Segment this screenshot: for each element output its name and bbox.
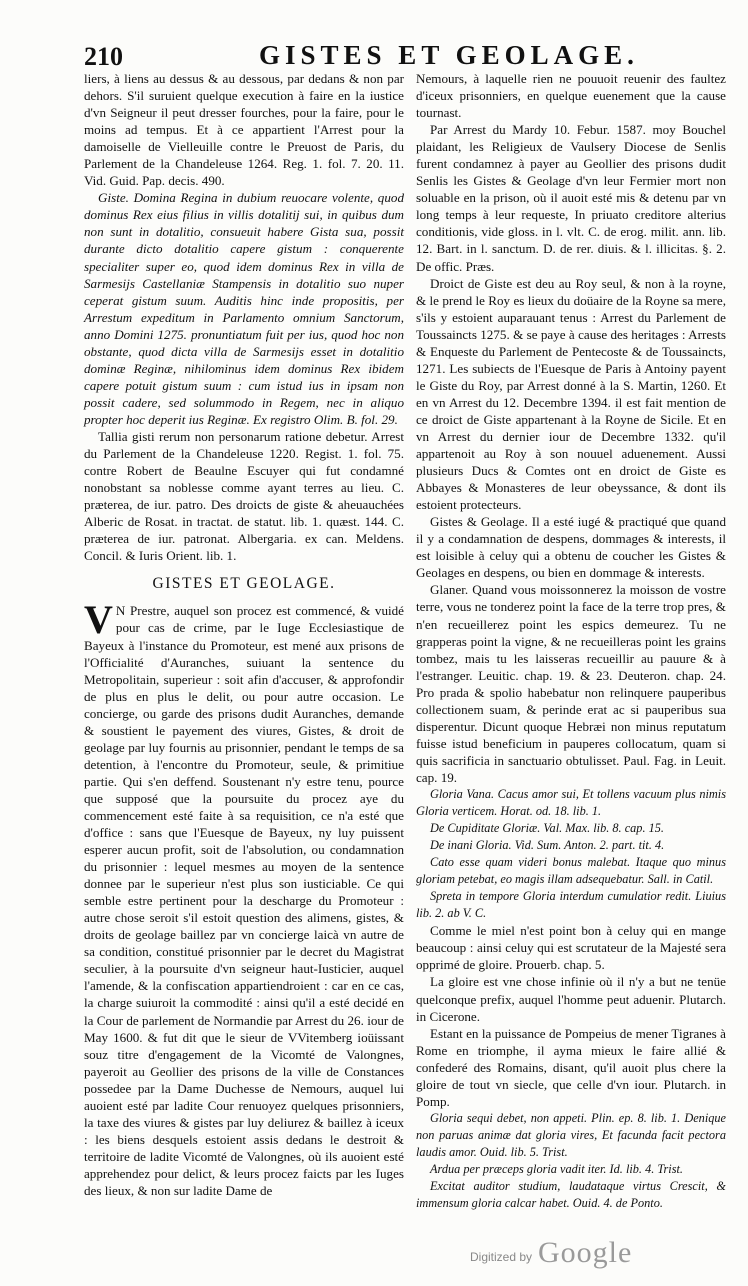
left-paragraph-1: liers, à liens au dessus & au dessous, par dedans & non par dehors. S'il suruient quelque execution à faire en la iustice d'vn Seigneur il peut dresser fourches, pour la faire, pour le moins ad tempus. Et à ce appartient l'Arrest pour la damoiselle de Vielleuille contre le Preuost de Paris, du Parlement de la Chandeleuse 1264. Reg. 1. fol. 7. 20. 11. Vid. Guid. Pap. decis. 490. [84, 71, 404, 189]
page-header [84, 40, 724, 72]
digitized-watermark [470, 1236, 680, 1270]
section-title: GISTES ET GEOLAGE. [152, 575, 336, 593]
right-paragraph-gistes: Gistes & Geolage. Il a esté iugé & practiqué que quand il y a condamnation de despens, dommages & interests, il est loisible à celuy qui a obtenu de coucher les Gistes & Geolages en despens, ou bien en dommage & interests. [416, 514, 726, 581]
quote-excitat: Excitat auditor studium, laudataque virtus Crescit, & immensum gloria calcar habet. Ouid. 4. de Ponto. [416, 1179, 726, 1211]
google-logo: Google [538, 1236, 633, 1269]
quote-spreta: Spreta in tempore Gloria interdum cumulatior redit. Liuius lib. 2. ab V. C. [416, 889, 726, 921]
quote-ardua: Ardua per præceps gloria vadit iter. Id. lib. 4. Trist. [430, 1162, 684, 1176]
right-paragraph-pompeius: Estant en la puissance de Pompeius de mener Tigranes à Rome en triomphe, il ayma mieux le faire allié & confederé des Romains, disant, qu'il auoit plus chere la gloire de tout vn siecle, que celle d'vn iour. Plutarch. in Pomp. [416, 1025, 726, 1109]
quote-cato: Cato esse quam videri bonus malebat. Itaque quo minus gloriam petebat, eo magis illam adsequebatur. Sall. in Catil. [416, 855, 726, 887]
left-paragraph-giste-latin: Giste. Domina Regina in dubium reuocare volente, quod dominus Rex eius filius in villis dotalitij sui, in quibus dum non sunt in dotalitio, consueuit habere Gista sua, possit durante dicto dotalitio capere gistum : conquerente specialiter super eo, quod idem dominus Rex in villa de Sarmesijs Castellaniæ Stampensis in dotalitio suo nuper ceperat gistum suum. Auditis hinc inde propositis, per Arrestum expeditum in Parlamento omnium Sanctorum, anno Domini 1275. pronuntiatum fuit per ius, quod hoc non obstante, quod dicta villa de Sarmesijs esset in dotalitio dominæ Reginæ, nihilominus idem dominus Rex ibidem capere potuit gistum suum : cum istud ius in ipsam non possit cadere, sed solummodo in Regem, nec in aliquo propter hoc deperit ius Reginæ. Ex registro Olim. B. fol. 29. [84, 190, 404, 427]
right-paragraph-glaner: Glaner. Quand vous moissonnerez la moisson de vostre terre, vous ne tonderez point la face de la terre trop pres, & n'en recueillerez point les espics demeurez. Tu ne grapperas point la vigne, & ne recueilleras point les grains tombez, mais tu les laisseras recueillir au pauure & à l'estranger. Leuitic. chap. 19. & 23. Deuteron. chap. 24. Pro prada & spolio habebatur non relinquere pauperibus collectionem suam, & perinde erat ac si pauperibus sua disperentur. Dicunt quoque Hebræi non minus reputatum fuisse istud beneficium in pauperes collocatum, quam si quis sacrificia in sanctuario obtulisset. Paul. Fag. in Leuit. cap. 19. [416, 582, 726, 785]
digitized-label: Digitized by [470, 1250, 533, 1264]
running-title: GISTES ET GEOLAGE. [259, 40, 639, 70]
right-paragraph-arrest: Par Arrest du Mardy 10. Febur. 1587. moy Bouchel plaidant, les Religieux de Vaulsery Diocese de Senlis furent condamnez à payer au Geollier des prisons dudit Senlis les Gistes & Geolage d'vn leur Fermier mort non soluable en la prison, où il auoit esté mis & detenu par vn long temps à leur requeste, In priuato creditore alterius conditionis, vide gloss. in l. vlt. C. de erog. milit. ann. lib. 12. Bart. in l. sanctum. D. de rer. diuis. & l. illicitas. §. 2. De offic. Præs. [416, 122, 726, 274]
quote-cupiditate: De Cupiditate Gloriæ. Val. Max. lib. 8. cap. 15. [430, 821, 664, 836]
right-paragraph-droict: Droict de Giste est deu au Roy seul, & non à la royne, & le prend le Roy es lieux du doüaire de la Royne sa mere, s'ils y estoient auparauant tenus : Arrest du Parlement de Toussaincts 1275. & se paye à cause des heritages : Arrests & Enqueste du Parlement de Pentecoste & de Toussaincts, 1271. Les subiects de l'Euesque de Paris à Antoiny payent le Giste du Roy, par Arrest donné à la S. Martin, 1260. Et en vn Arrest du 12. Decembre 1394. il est fait mention de ce droict de Giste appartenant à la Royne de Sicile. Et en vn Arrest du dernier iour de Decembre 1332. qu'il appartenoit au Roy à son nouuel aduenement. Aussi plusieurs Ducs & Comtes ont en droict de Giste es Abbayes & Monasteres de leur obeyssance, & dont ils estoient protecteurs. [416, 275, 726, 513]
quote-gloria-vana: Gloria Vana. Cacus amor sui, Et tollens vacuum plus nimis Gloria verticem. Horat. od. 18. lib. 1. [416, 786, 726, 819]
left-column [84, 70, 404, 1199]
right-column [416, 70, 726, 1212]
right-paragraph-gloire: La gloire est vne chose infinie où il n'y a but ne tenüe quelconque prefix, auquel l'homme peut aduenir. Plutarch. in Cicerone. [416, 974, 726, 1024]
page-number: 210 [84, 42, 123, 71]
quote-inani-gloria: De inani Gloria. Vid. Sum. Anton. 2. part. tit. 4. [430, 838, 665, 853]
left-paragraph-main-text: N Prestre, auquel son procez est commencé, & vuidé pour cas de crime, par le Iuge Ecclesiastique de Bayeux à l'instance du Promoteur, est mené aux prisons de l'Officialité d'Auranches, suiuant la sentence du Metropolitain, superieur : soit afin d'accuser, & approfondir de plus en plus le delit, ou pour autre occasion. Le concierge, ou garde des prisons dudit Auranches, demande & soustient le payement des viures, Gistes, & droit de geolage par luy fournis au prisonnier, pendant le temps de sa detention, à l'encontre du Promoteur, seule, & primitiue partie. Qui s'en deffend. Soustenant n'y estre tenu, pource que supposé que la poursuite du procez aye du commencement esté faite à sa requisition, ce n'a esté que d'office : sans que l'Euesque de Bayeux, ny luy puissent esperer aucun profit, soit de l'absolution, ou condamnation du prisonnier : lequel mesmes au moyen de la sentence donnee par le superieur n'est plus son iusticiable. Ce qui semble estre pertinent pour la descharge du Promoteur : autre chose seroit s'il estoit question des alimens, gistes, & droits de geolage baillez par vn concierge laicà vn autre de sa condition, constitué prisonnier par le decret du Magistrat seculier, à la poursuite d'vn seigneur haut-Iusticier, auquel l'amende, & la confiscation appartiendroient : car en ce cas, la charge suiuroit la commodité : ainsi qu'il a esté decidé en la Cour de parlement de Normandie par Arrest du 26. iour de May 1600. & fut dit que le sieur de VVitemberg ioüissant souz titre d'engagement de la Vicomté de Valongnes, payeroit au Geollier des prisons de la ville de Constances possedee par la Dame Duchesse de Nemours, auquel lui auoient esté par ladite Cour renuoyez quelques prisonniers, la taxe des viures & gistes par luy deliurez & baillez à iceux : les biens desquels estoient assis dedans le destroit & territoire de ladite Vicomté de Valongnes, où ils auoient esté apprehendez pour delict, & leurs procez faicts par les Iuges des lieux, & non sur ladite Dame de [84, 603, 404, 1198]
right-paragraph-1: Nemours, à laquelle rien ne pouuoit reuenir des faultez d'iceux prisonniers, en quelque euenement que la cause tournast. [416, 71, 726, 121]
left-paragraph-tallia: Tallia gisti rerum non personarum ratione debetur. Arrest du Parlement de la Chandeleuse 1220. Regist. 1. fol. 75. contre Robert de Beaulne Escuyer qui fut condamné nonobstant sa noblesse comme ayant terres au lieu. C. præterea, de iur. patro. Des droicts de giste & aheuauchées Alberic de Rosat. in tractat. de statut. lib. 1. quæst. 144. C. præterea de iur. patronat. Albergaria. ex can. Meldens. Concil. & Iuris Orient. lib. 1. [84, 428, 404, 564]
right-paragraph-miel: Comme le miel n'est point bon à celuy qui en mange beaucoup : ainsi celuy qui est scrutateur de la Majesté sera opprimé de gloire. Prouerb. chap. 5. [416, 923, 726, 973]
quote-gloria-sequi: Gloria sequi debet, non appeti. Plin. ep. 8. lib. 1. Denique non paruas animæ dat gloria vires, Et facunda facit pectora laudis amor. Ouid. lib. 5. Trist. [416, 1110, 726, 1159]
drop-cap: V [84, 597, 113, 643]
left-paragraph-main [84, 597, 404, 1199]
